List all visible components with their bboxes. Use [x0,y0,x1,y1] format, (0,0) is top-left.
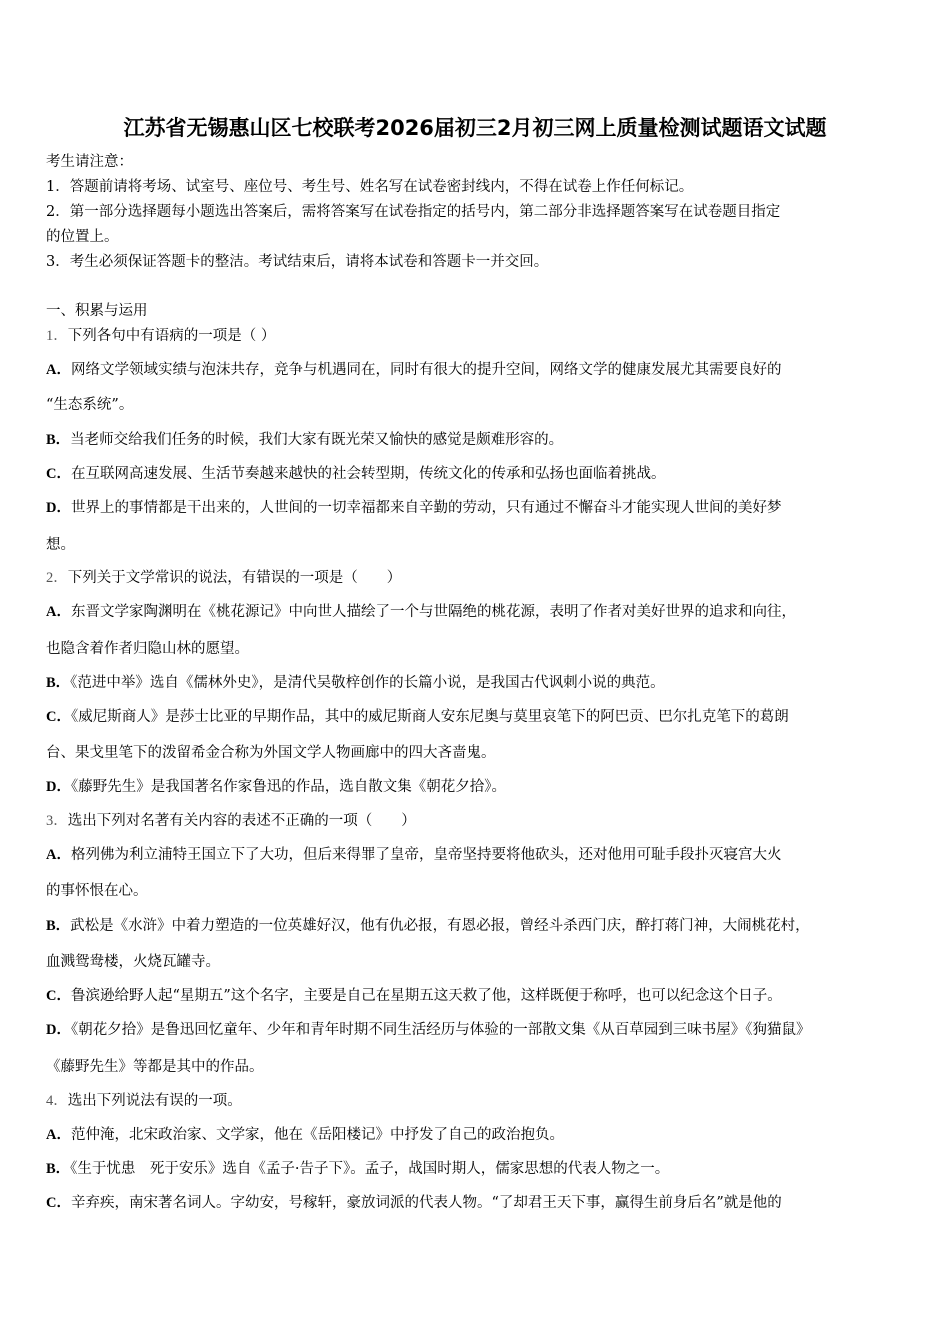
section-heading: 一、积累与运用 [46,303,148,319]
q2-option-a-cont: 也隐含着作者归隐山林的愿望。 [46,641,249,657]
q1-option-d[interactable] [46,498,781,518]
question-1 [46,326,275,346]
question-3 [46,811,416,831]
option-label: A． [46,847,71,863]
option-label: D． [46,779,71,795]
option-label: A． [46,604,71,620]
q4-option-c[interactable] [46,1193,782,1213]
q1-option-b[interactable] [46,430,563,450]
option-label: B． [46,432,71,448]
q2-option-c-cont: 台、果戈里笔下的泼留希金合称为外国文学人物画廊中的四大吝啬鬼。 [46,745,496,761]
option-label: A． [46,1127,71,1143]
q4-option-b[interactable] [46,1159,669,1179]
q2-option-c[interactable] [46,707,789,727]
q2-option-d[interactable] [46,777,506,797]
notice-item-1: 1．答题前请将考场、试室号、座位号、考生号、姓名写在试卷密封线内，不得在试卷上作任何标记。 [46,179,694,195]
option-label: C． [46,466,71,482]
q3-option-d-cont: 《藤野先生》等都是其中的作品。 [46,1059,264,1075]
q3-option-b[interactable] [46,916,810,936]
option-label: B． [46,675,71,691]
page-title: 江苏省无锡惠山区七校联考2026届初三2月初三网上质量检测试题语文试题 [123,116,827,140]
notice-item-3: 3．考生必须保证答题卡的整洁。考试结束后，请将本试卷和答题卡一并交回。 [46,254,549,270]
q1-option-d-cont: 想。 [46,537,75,553]
q4-option-a[interactable] [46,1125,564,1145]
option-label: D． [46,500,71,516]
question-number: 2． [46,570,68,586]
question-stem: 下列各句中有语病的一项是（ ） [67,328,276,344]
q3-option-c[interactable] [46,986,782,1006]
option-text: 范仲淹，北宋政治家、文学家，他在《岳阳楼记》中抒发了自己的政治抱负。 [70,1127,564,1143]
option-text: 《生于忧患 死于安乐》选自《孟子·告子下》。孟子，战国时期人，儒家思想的代表人物之一。 [70,1161,670,1177]
option-text: 《藤野先生》是我国著名作家鲁迅的作品，选自散文集《朝花夕拾》。 [70,779,506,795]
option-text: 格列佛为利立浦特王国立下了大功，但后来得罪了皇帝，皇帝坚持要将他砍头，还对他用可耻手段扑灭寝宫大火 [70,847,782,863]
option-text: 当老师交给我们任务的时候，我们大家有既光荣又愉快的感觉是颇难形容的。 [70,432,564,448]
q2-option-b[interactable] [46,673,665,693]
option-text: 鲁滨逊给野人起“星期五”这个名字，主要是自己在星期五这天救了他，这样既便于称呼，也可以纪念这个日子。 [70,988,782,1004]
option-label: D． [46,1022,71,1038]
q2-option-a[interactable] [46,602,796,622]
question-stem: 选出下列对名著有关内容的表述不正确的一项（ ） [67,813,416,829]
option-text: 东晋文学家陶渊明在《桃花源记》中向世人描绘了一个与世隔绝的桃花源，表明了作者对美好世界的追求和向往， [70,604,796,620]
option-label: C． [46,1195,71,1211]
option-label: A． [46,362,71,378]
q1-option-a[interactable] [46,360,781,380]
option-text: 武松是《水浒》中着力塑造的一位英雄好汉，他有仇必报，有恩必报，曾经斗杀西门庆，醉打蒋门神，大闹桃花村， [70,918,810,934]
question-stem: 选出下列说法有误的一项。 [67,1093,242,1109]
option-text: 在互联网高速发展、生活节奏越来越快的社会转型期，传统文化的传承和弘扬也面临着挑战。 [70,466,666,482]
q1-option-c[interactable] [46,464,665,484]
question-number: 4． [46,1093,68,1109]
q3-option-d[interactable] [46,1020,810,1040]
option-text: 《范进中举》选自《儒林外史》，是清代吴敬梓创作的长篇小说，是我国古代讽刺小说的典范。 [70,675,665,691]
notice-item-2: 2．第一部分选择题每小题选出答案后，需将答案写在试卷指定的括号内，第二部分非选择题答案写在试卷题目指定 [46,204,781,220]
option-text: 网络文学领域实绩与泡沫共存，竞争与机遇同在，同时有很大的提升空间，网络文学的健康发展尤其需要良好的 [70,362,782,378]
question-number: 1． [46,328,68,344]
notice-item-2-cont: 的位置上。 [46,229,119,245]
question-4 [46,1091,242,1111]
option-text: 《威尼斯商人》是莎士比亚的早期作品，其中的威尼斯商人安东尼奥与莫里哀笔下的阿巴贡、巴尔扎克笔下的葛朗 [70,709,789,725]
option-label: C． [46,988,71,1004]
question-2 [46,568,401,588]
notice-heading: 考生请注意： [46,154,133,170]
q1-option-a-cont: “生态系统”。 [46,397,134,413]
option-text: 辛弃疾，南宋著名词人。字幼安，号稼轩，豪放词派的代表人物。“了却君王天下事，赢得生前身后名”就是他的 [70,1195,782,1211]
option-label: C． [46,709,71,725]
q3-option-a[interactable] [46,845,781,865]
option-text: 《朝花夕拾》是鲁迅回忆童年、少年和青年时期不同生活经历与体验的一部散文集《从百草园到三味书屋》《狗猫鼠》 [70,1022,811,1038]
option-label: B． [46,918,71,934]
q3-option-b-cont: 血溅鸳鸯楼，火烧瓦罐寺。 [46,954,220,970]
option-text: 世界上的事情都是干出来的，人世间的一切幸福都来自辛勤的劳动，只有通过不懈奋斗才能实现人世间的美好梦 [70,500,782,516]
question-number: 3． [46,813,68,829]
q3-option-a-cont: 的事怀恨在心。 [46,883,148,899]
question-stem: 下列关于文学常识的说法，有错误的一项是（ ） [67,570,402,586]
option-label: B． [46,1161,71,1177]
